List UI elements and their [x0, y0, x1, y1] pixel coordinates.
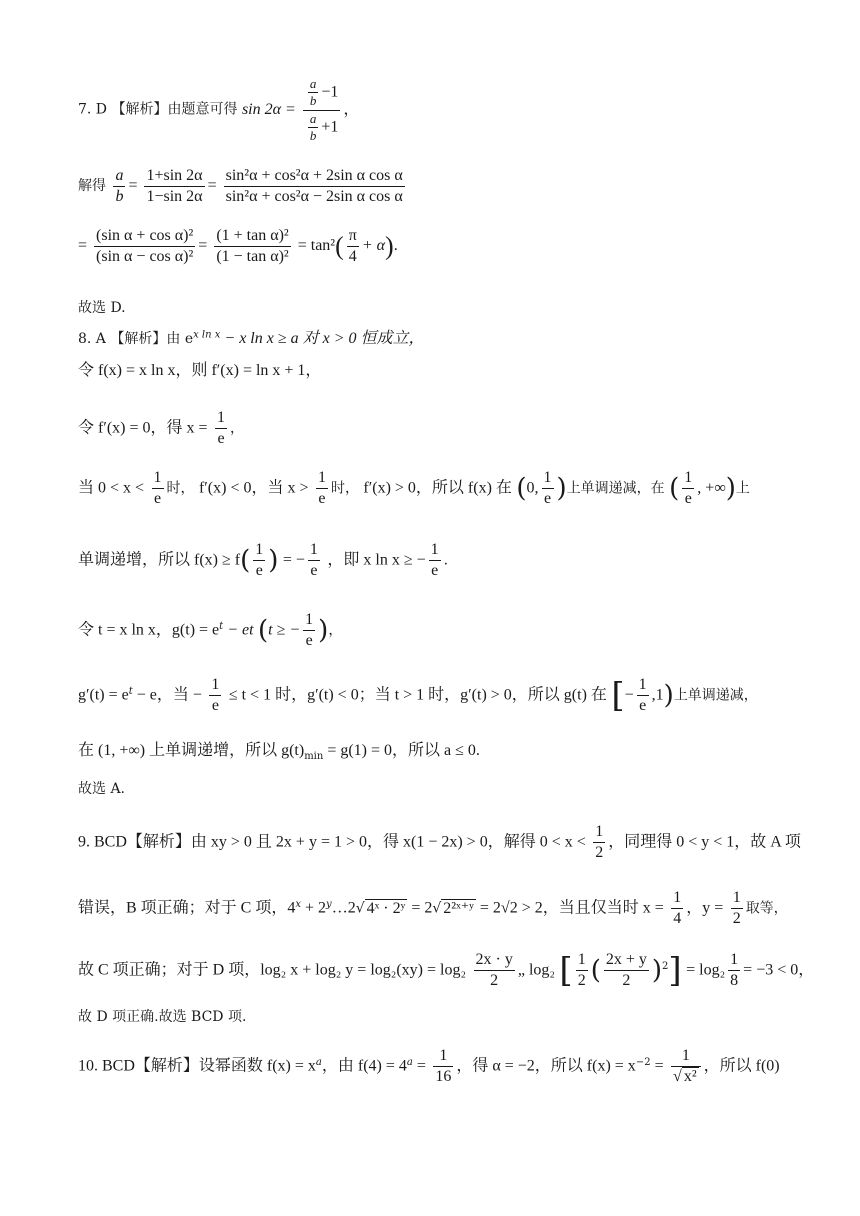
- q7-frac4: $\frac{\text{(sin α + cos α)²}}{\text{(sin α − cos α)²}}$: [96, 227, 194, 265]
- q7-frac6: $\frac{\pi}{4}$: [348, 227, 357, 265]
- q8-frac-d: $\frac{1}{e}$: [684, 469, 693, 507]
- q9-line3: 故 C 项正确；对于 D 项，log₂ x + log₂ y = log₂(xy) = log₂ $\frac{2x \cdot y}{2}$ „ log₂ [ $\frac{1}{2}$ ( $\frac{2x + y}{2}$ )$^2$] = log₂ $\frac{1}{8}$ = −3 < 0，: [78, 950, 815, 991]
- q7-eq1-fraction: $\frac{a}{b}$ −1 $\frac{a}{b}$ +1: [303, 76, 341, 144]
- q7-line1: [78, 76, 359, 144]
- q8-frac-i: $\frac{1}{e}$: [211, 676, 220, 714]
- q8-line8: 在 (1, +∞) 上单调递增，所以 $g(t)_{min} = g(1) = 0$，所以 a ≤ 0.: [78, 742, 480, 762]
- q7-intro: 7. D 【解析】由题意可得: [78, 101, 238, 118]
- q7-eq1-lhs: sin 2α =: [241, 100, 296, 118]
- q8-frac-h: $\frac{1}{e}$: [305, 611, 314, 649]
- q8-frac-a: $\frac{1}{e}$: [153, 469, 162, 507]
- q9-frac-half: $\frac{1}{2}$: [595, 823, 604, 861]
- q7-eq3: = $\frac{\text{(sin α + cos α)²}}{\text{(sin α − cos α)²}}$ = $\frac{\text{(1 + tan α)²}}{\text{(1 − tan α)²}}$ = tan²( $\frac{\pi}{4}$ + α).: [78, 227, 398, 265]
- q9-frac-2xpy: $\frac{2x + y}{2}$: [605, 951, 647, 989]
- q9-frac-half3: $\frac{1}{2}$: [577, 951, 586, 989]
- q10-frac-sqrt: $\frac{1}{\text{√ x²}}$: [671, 1046, 701, 1087]
- q7-num-ab: $\frac{a}{b}$: [309, 76, 317, 109]
- q8-line1: 8. A 【解析】由 $e^{x ln x} - x$ ln x ≥ a 对 x > 0 恒成立，: [78, 329, 425, 347]
- q9-frac-half2: $\frac{1}{2}$: [732, 889, 741, 927]
- q7-choice: 故选 D.: [78, 300, 126, 316]
- q8-frac-f: $\frac{1}{e}$: [309, 541, 318, 579]
- q7-frac5: $\frac{\text{(1 + tan α)²}}{\text{(1 − tan α)²}}$: [216, 227, 289, 265]
- q9-line1: 9. BCD【解析】由 xy > 0 且 2x + y = 1 > 0，得 x(1 − 2x) > 0，解得 0 < x < $\frac{1}{2}$ ，同理得 0 < y < 1，故 A 项: [78, 823, 801, 861]
- q8-line3: 令 f′(x) = 0，得 x = $\frac{1}{e}$ ，: [78, 409, 244, 447]
- q8-choice: 故选 A.: [78, 781, 126, 797]
- q9-frac-quarter: $\frac{1}{4}$: [673, 889, 682, 927]
- q9-line4: 故 D 项正确.故选 BCD 项.: [78, 1009, 247, 1025]
- q7-frac2: $\frac{1+\sin 2\alpha}{1-\sin 2\alpha}$: [146, 167, 203, 205]
- q8-line6: 令 t = x ln x，$g(t) = e^t$ − et (t ≥ − $\frac{1}{e}$ )，: [78, 611, 343, 649]
- q10-frac-16: $\frac{1}{16}$: [435, 1047, 452, 1085]
- q10-line1: 10. BCD【解析】设幂函数 $f(x) = x^a$，由 $f(4) = 4^a$ = $\frac{1}{16}$ ，得 α = −2，所以 $f(x) = x^{-2}$ = $\frac{1}{\text{√ x²}}$ ，所以 f(0): [78, 1047, 780, 1085]
- q8-frac-j: $\frac{1}{e}$: [638, 676, 647, 714]
- q7-line3: [78, 226, 398, 267]
- q9-frac-2xy: $\frac{2x \cdot y}{2}$: [475, 951, 513, 989]
- q7-frac3: $\frac{\text{sin²α + cos²α + 2sin α cos α}}{\text{sin²α + cos²α − 2sin α cos α}}$: [225, 167, 403, 205]
- q9-frac-eighth: $\frac{1}{8}$: [730, 951, 739, 989]
- q8-frac-1e: $\frac{1}{e}$: [217, 409, 225, 447]
- q8-line5: 单调递增，所以 f(x) ≥ f( $\frac{1}{e}$ ) = − $\frac{1}{e}$ ，即 x ln x ≥ − $\frac{1}{e}$ .: [78, 541, 449, 579]
- q8-frac-e: $\frac{1}{e}$: [255, 541, 264, 579]
- q7-eq1: sin 2α = $\frac{a}{b}$ −1 $\frac{a}{b}$ +1 ，: [241, 76, 360, 143]
- q7-line2: [78, 166, 408, 207]
- q9-line2: 错误，B 项正确；对于 C 项，$4^x$ + $2^y\dots 2√$ 4ˣ · 2ʸ = 2√ 2²ˣ⁺ʸ = 2√2 > 2，当且仅当时 x = $\frac{1}{4}$ ，y = $\frac{1}{2}$ 取等，: [78, 889, 788, 927]
- q7-solve-prefix: 解得: [78, 178, 106, 195]
- q8-line2: 令 f(x) = x ln x，则 f′(x) = ln x + 1，: [78, 362, 322, 379]
- q8-frac-g: $\frac{1}{e}$: [430, 541, 439, 579]
- q8-frac-c: $\frac{1}{e}$: [543, 469, 552, 507]
- q7-den-ab: $\frac{a}{b}$: [309, 110, 317, 143]
- q8-frac-b: $\frac{1}{e}$: [317, 469, 326, 507]
- q7-eq2: $\frac{a}{b}$ = $\frac{1+\sin 2\alpha}{1-\sin 2\alpha}$ = $\frac{\text{sin²α + cos²α + 2sin α cos α}}{\text{sin²α + cos²α − 2sin α cos α}}$: [115, 167, 403, 205]
- q7-ab: $\frac{a}{b}$: [115, 167, 124, 205]
- q8-line4: 当 0 < x < $\frac{1}{e}$ 时， f′(x) < 0，当 x > $\frac{1}{e}$ 时， f′(x) > 0，所以 f(x) 在 (0, $\frac{1}{e}$ )上单调递减，在 ( $\frac{1}{e}$ , +∞)上: [78, 469, 750, 507]
- q8-line7: $g'(t) = e^t - e$，当 − $\frac{1}{e}$ ≤ t < 1 时，g′(t) < 0；当 t > 1 时，g′(t) > 0，所以 g(t) 在 [− $\frac{1}{e}$ ,1)上单调递减，: [78, 675, 758, 716]
